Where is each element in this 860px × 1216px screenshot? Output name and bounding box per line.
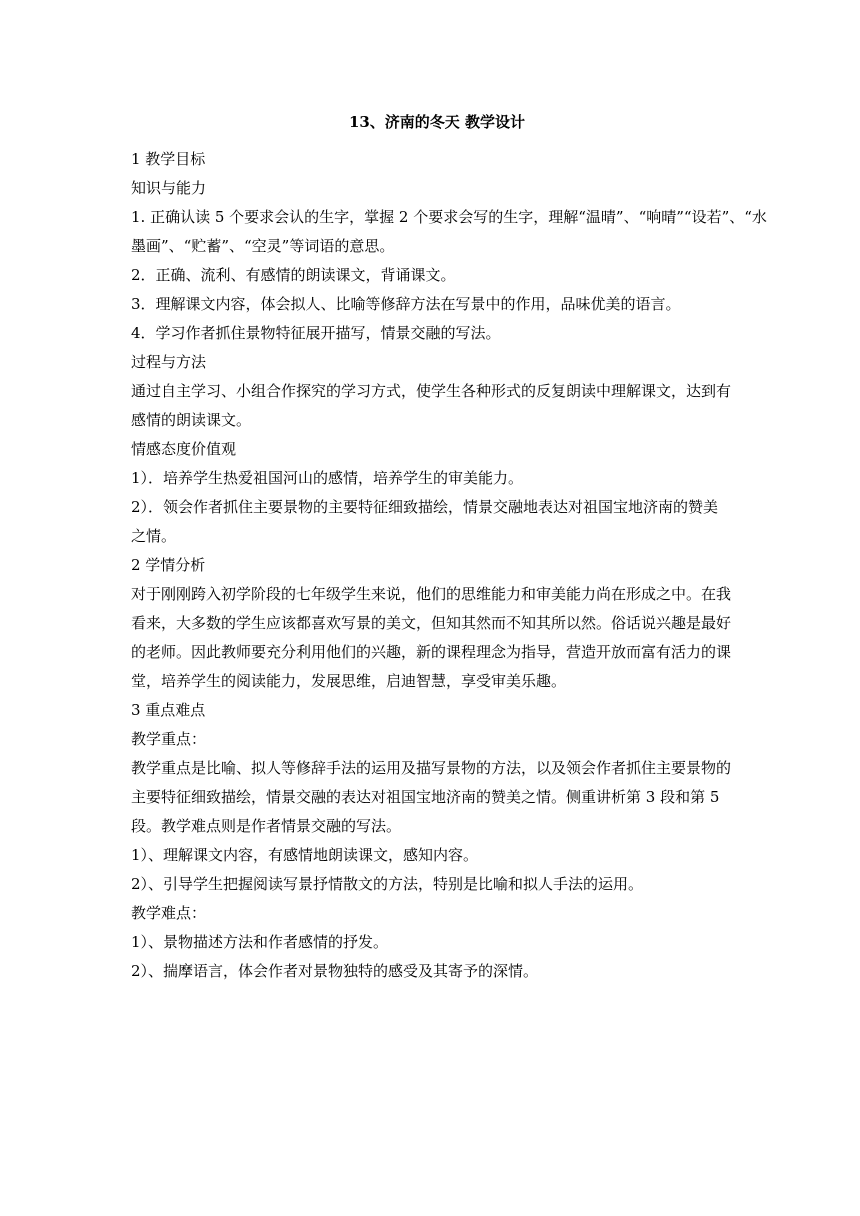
paragraph-line: 1 教学目标 [131,150,206,168]
paragraph-line: 2．正确、流利、有感情的朗读课文，背诵课文。 [131,266,456,284]
paragraph-line: 4．学习作者抓住景物特征展开描写，情景交融的写法。 [131,324,501,342]
paragraph-line: 3．理解课文内容，体会拟人、比喻等修辞方法在写景中的作用，品味优美的语言。 [131,295,681,313]
paragraph-line: 知识与能力 [131,179,207,197]
paragraph-line: 1）、景物描述方法和作者感情的抒发。 [131,933,389,951]
paragraph-line: 教学难点： [131,904,207,922]
paragraph-line: 的老师。因此教师要充分利用他们的兴趣，新的课程理念为指导，营造开放而富有活力的课 [131,643,732,661]
paragraph-line: 看来，大多数的学生应该都喜欢写景的美文，但知其然而不知其所以然。俗话说兴趣是最好 [131,614,732,632]
paragraph-line: 对于刚刚跨入初学阶段的七年级学生来说，他们的思维能力和审美能力尚在形成之中。在我 [131,585,732,603]
paragraph-line: 感情的朗读课文。 [131,411,252,429]
paragraph-line: 主要特征细致描绘，情景交融的表达对祖国宝地济南的赞美之情。侧重讲析第 3 段和第 5 [131,788,720,806]
paragraph-line: 1. 正确认读 5 个要求会认的生字，掌握 2 个要求会写的生字，理解“温晴”、“响晴”“设若”、“水 [131,208,767,226]
paragraph-line: 2 学情分析 [131,556,206,574]
paragraph-line: 2）．领会作者抓住主要景物的主要特征细致描绘，情景交融地表达对祖国宝地济南的赞美 [131,498,719,516]
paragraph-line: 教学重点是比喻、拟人等修辞手法的运用及描写景物的方法，以及领会作者抓住主要景物的 [131,759,732,777]
paragraph-line: 教学重点： [131,730,207,748]
paragraph-line: 过程与方法 [131,353,207,371]
document-title: 13、济南的冬天 教学设计 [348,113,526,131]
paragraph-line: 2）、揣摩语言，体会作者对景物独特的感受及其寄予的深情。 [131,962,539,980]
paragraph-line: 段。教学难点则是作者情景交融的写法。 [131,817,402,835]
paragraph-line: 2）、引导学生把握阅读写景抒情散文的方法，特别是比喻和拟人手法的运用。 [131,875,644,893]
document-page [131,112,767,986]
paragraph-line: 堂，培养学生的阅读能力，发展思维，启迪智慧，享受审美乐趣。 [131,672,567,690]
paragraph-line: 1）．培养学生热爱祖国河山的感情，培养学生的审美能力。 [131,469,524,487]
paragraph-line: 之情。 [131,527,177,545]
document-body [131,145,767,986]
paragraph-line: 1）、理解课文内容，有感情地朗读课文，感知内容。 [131,846,479,864]
paragraph-line: 墨画”、“贮蓄”、“空灵”等词语的意思。 [131,237,395,255]
paragraph-line: 通过自主学习、小组合作探究的学习方式，使学生各种形式的反复朗读中理解课文，达到有 [131,382,732,400]
paragraph-line: 情感态度价值观 [131,440,237,458]
paragraph-line: 3 重点难点 [131,701,206,719]
